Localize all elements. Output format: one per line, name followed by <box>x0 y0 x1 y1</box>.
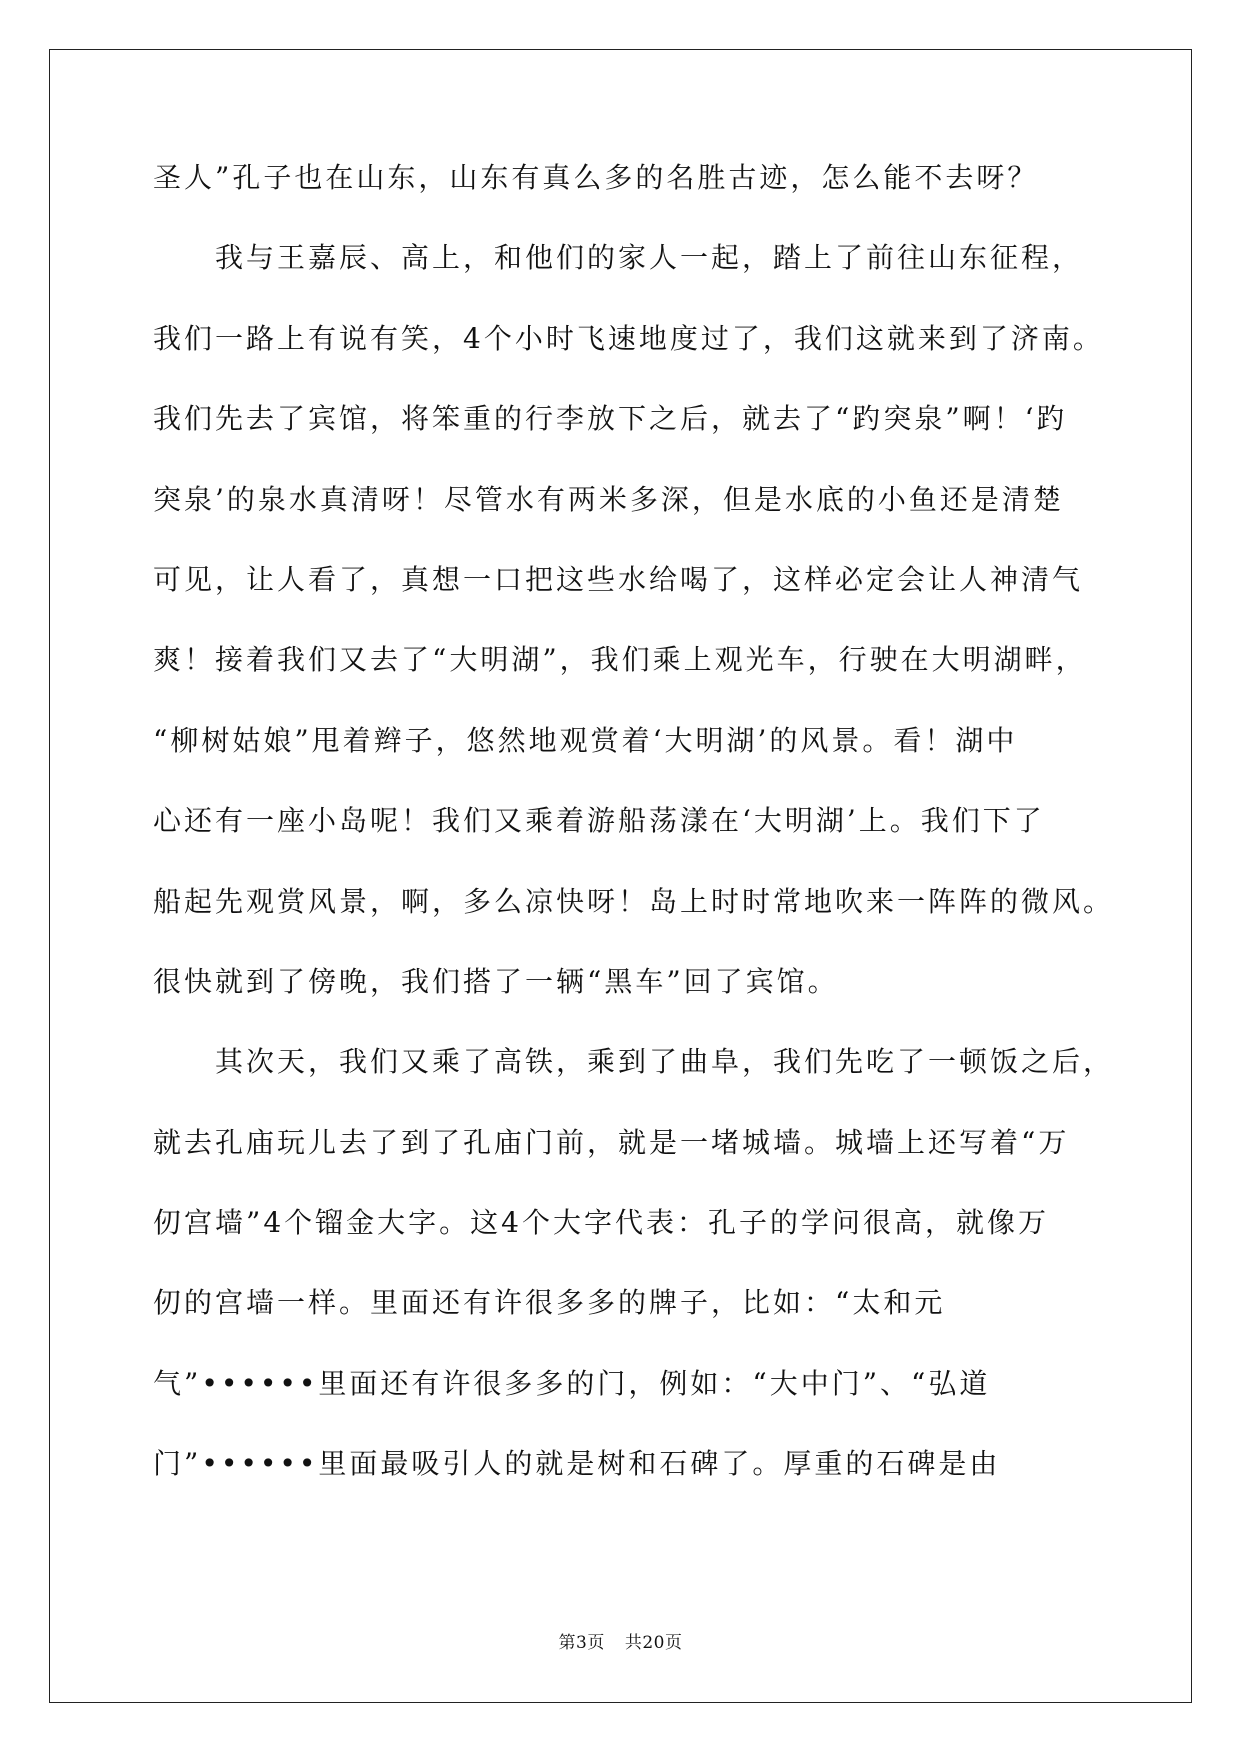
text-line: 我们先去了宾馆，将笨重的行李放下之后，就去了“趵突泉”啊！‘趵 <box>153 402 1068 436</box>
document-body <box>153 160 1115 1527</box>
text-line: 气”••••••里面还有许很多多的门，例如：“大中门”、“弘道 <box>153 1366 991 1400</box>
page-number: 第3页 <box>558 1633 605 1653</box>
page-footer <box>0 1628 1241 1653</box>
text-line: 心还有一座小岛呢！我们又乘着游船荡漾在‘大明湖’上。我们下了 <box>153 804 1045 838</box>
page-total: 共20页 <box>624 1633 683 1653</box>
text-line: 仞宫墙”4个镏金大字。这4个大字代表：孔子的学问很高，就像万 <box>153 1206 1049 1240</box>
text-line: 很快就到了傍晚，我们搭了一辆“黑车”回了宾馆。 <box>153 964 839 998</box>
text-line: 门”••••••里面最吸引人的就是树和石碑了。厚重的石碑是由 <box>153 1447 1001 1481</box>
text-line: 我与王嘉辰、高上，和他们的家人一起，踏上了前往山东征程， <box>215 241 1084 275</box>
text-line: “柳树姑娘”甩着辫子，悠然地观赏着‘大明湖’的风景。看！湖中 <box>153 723 1018 757</box>
text-line: 圣人”孔子也在山东，山东有真么多的名胜古迹，怎么能不去呀？ <box>153 161 1039 194</box>
text-line: 突泉’的泉水真清呀！尽管水有两米多深，但是水底的小鱼还是清楚 <box>153 482 1064 516</box>
text-line: 其次天，我们又乘了高铁，乘到了曲阜，我们先吃了一顿饭之后， <box>215 1045 1115 1079</box>
text-line: 可见，让人看了，真想一口把这些水给喝了，这样必定会让人神清气 <box>153 562 1084 596</box>
text-line: 仞的宫墙一样。里面还有许很多多的牌子，比如：“太和元 <box>153 1286 946 1320</box>
text-line: 船起先观赏风景，啊，多么凉快呀！岛上时时常地吹来一阵阵的微风。 <box>153 884 1115 918</box>
text-line: 爽！接着我们又去了“大明湖”，我们乘上观光车，行驶在大明湖畔， <box>153 643 1087 677</box>
text-line: 我们一路上有说有笑，4个小时飞速地度过了，我们这就来到了济南。 <box>153 321 1104 355</box>
text-line: 就去孔庙玩儿去了到了孔庙门前，就是一堵城墙。城墙上还写着“万 <box>153 1125 1070 1159</box>
